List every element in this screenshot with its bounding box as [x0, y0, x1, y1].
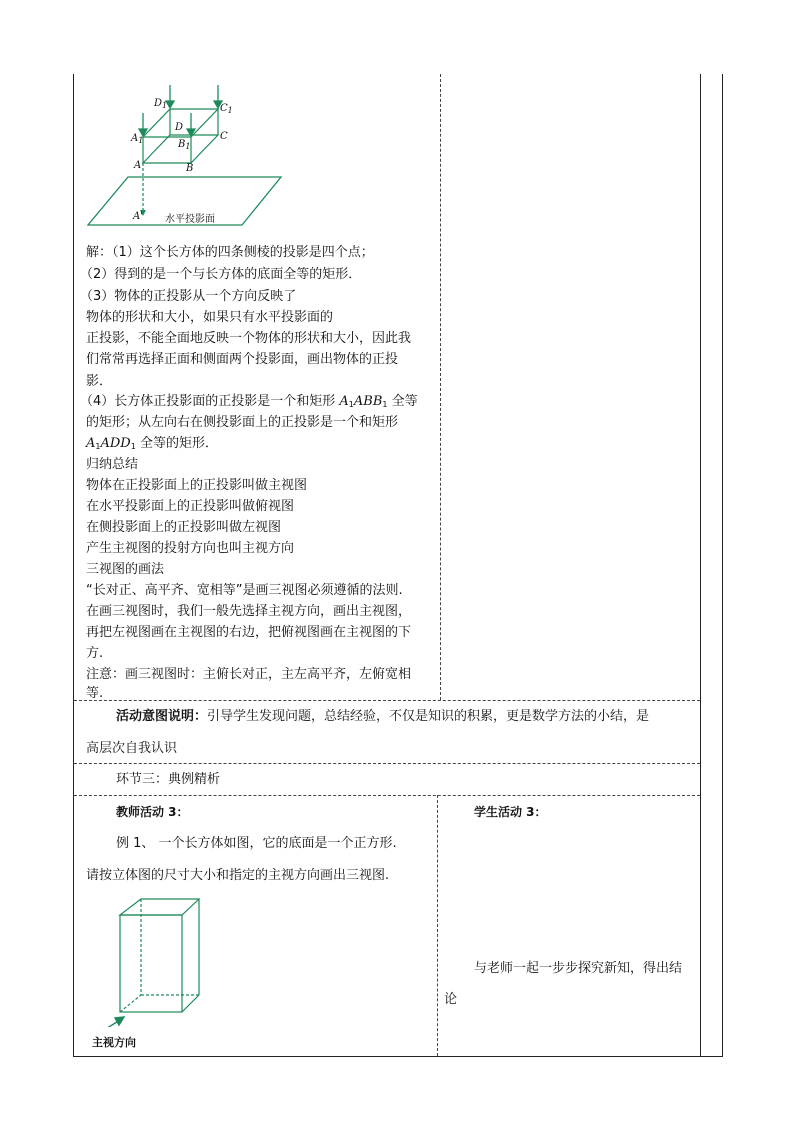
method-line-2: 在画三视图时，我们一般先选择主视方向，画出主视图，: [86, 604, 412, 619]
label-d1: $D_1$: [154, 98, 168, 110]
intent-line-1: 活动意图说明：引导学生发现问题，总结经验，不仅是知识的积累，更是数学方法的小结，是: [116, 709, 650, 724]
solution-line-2: （2）得到的是一个与长方体的底面全等的矩形．: [80, 267, 362, 282]
label-d: D: [175, 122, 184, 133]
cuboid-top-face: [120, 899, 199, 915]
row-divider-3: [74, 795, 700, 796]
label-horizontal-plane: 水平投影面: [165, 214, 215, 225]
row-divider-1: [74, 700, 700, 701]
table-bottom-border: [73, 1056, 723, 1057]
student-title: 学生活动 3：: [474, 805, 547, 819]
summary-line-1: 物体在正投影面上的正投影叫做主视图: [86, 478, 308, 493]
front-view-direction-label: 主视方向: [92, 1036, 136, 1049]
label-b1: $B_1$: [178, 139, 191, 151]
student-paragraph-1: 与老师一起一步步探究新知，得出结: [474, 961, 683, 976]
table-left-border: [73, 74, 74, 1057]
summary-line-4: 产生主视图的投射方向也叫主视方向: [86, 541, 295, 556]
method-title: 三视图的画法: [86, 562, 165, 577]
label-b: B: [186, 163, 194, 174]
solution-line-7: 影．: [86, 374, 113, 389]
solution-line-9: 的矩形；从左向右在侧投影面上的正投影是一个和矩形: [86, 415, 399, 430]
student-paragraph-2: 论: [444, 992, 458, 1007]
solution-line-4: 物体的形状和大小，如果只有水平投影面的: [86, 310, 334, 325]
summary-title: 归纳总结: [86, 457, 139, 472]
note-line-1: 注意：画三视图时：主俯长对正，主左高平齐，左俯宽相: [86, 667, 412, 682]
row-divider-2: [74, 763, 700, 764]
solution-line-5: 正投影，不能全面地反映一个物体的形状和大小，因此我: [86, 331, 412, 346]
section-title: 环节三：典例精析: [116, 772, 221, 787]
method-line-3: 再把左视图画在主视图的右边，把俯视图画在主视图的下: [86, 625, 412, 640]
solution-line-8: （4）长方体正投影面的正投影是一个和矩形 $A_1ABB_1$ 全等: [80, 394, 418, 409]
column-divider-top: [440, 74, 441, 700]
method-line-4: 方.: [86, 646, 104, 661]
method-line-1: “长对正、高平齐、宽相等”是画三视图必须遵循的法则.: [86, 583, 403, 598]
label-c: C: [220, 131, 228, 142]
box-projection-figure: [80, 80, 300, 230]
teacher-paragraph-1: 例 1、 一个长方体如图，它的底面是一个正方形.: [116, 836, 397, 851]
label-a1: $A_1$: [131, 133, 144, 145]
label-c1: $C_1$: [220, 103, 233, 115]
table-right-border: [722, 74, 723, 1057]
solution-line-1: 解：（1）这个长方体的四条侧棱的投影是四个点；: [86, 245, 374, 260]
teacher-title: 教师活动 3：: [116, 805, 189, 819]
label-a-prime: A': [133, 211, 143, 222]
solution-line-10: $A_1ADD_1$ 全等的矩形．: [86, 436, 218, 451]
label-a: A: [134, 160, 142, 171]
note-line-2: 等.: [86, 686, 104, 701]
summary-line-2: 在水平投影面上的正投影叫做俯视图: [86, 499, 295, 514]
table-inner-right-border: [700, 74, 701, 1057]
intent-line-2: 高层次自我认识: [86, 741, 178, 756]
solution-line-3: （3）物体的正投影从一个方向反映了: [80, 289, 297, 304]
cuboid-figure: [82, 892, 212, 1027]
teacher-paragraph-2: 请按立体图的尺寸大小和指定的主视方向画出三视图.: [86, 868, 390, 883]
solution-line-6: 们常常再选择正面和侧面两个投影面，画出物体的正投: [86, 352, 399, 367]
summary-line-3: 在侧投影面上的正投影叫做左视图: [86, 520, 282, 535]
cuboid-front-face: [120, 915, 182, 1012]
column-divider-bottom: [437, 795, 438, 1056]
